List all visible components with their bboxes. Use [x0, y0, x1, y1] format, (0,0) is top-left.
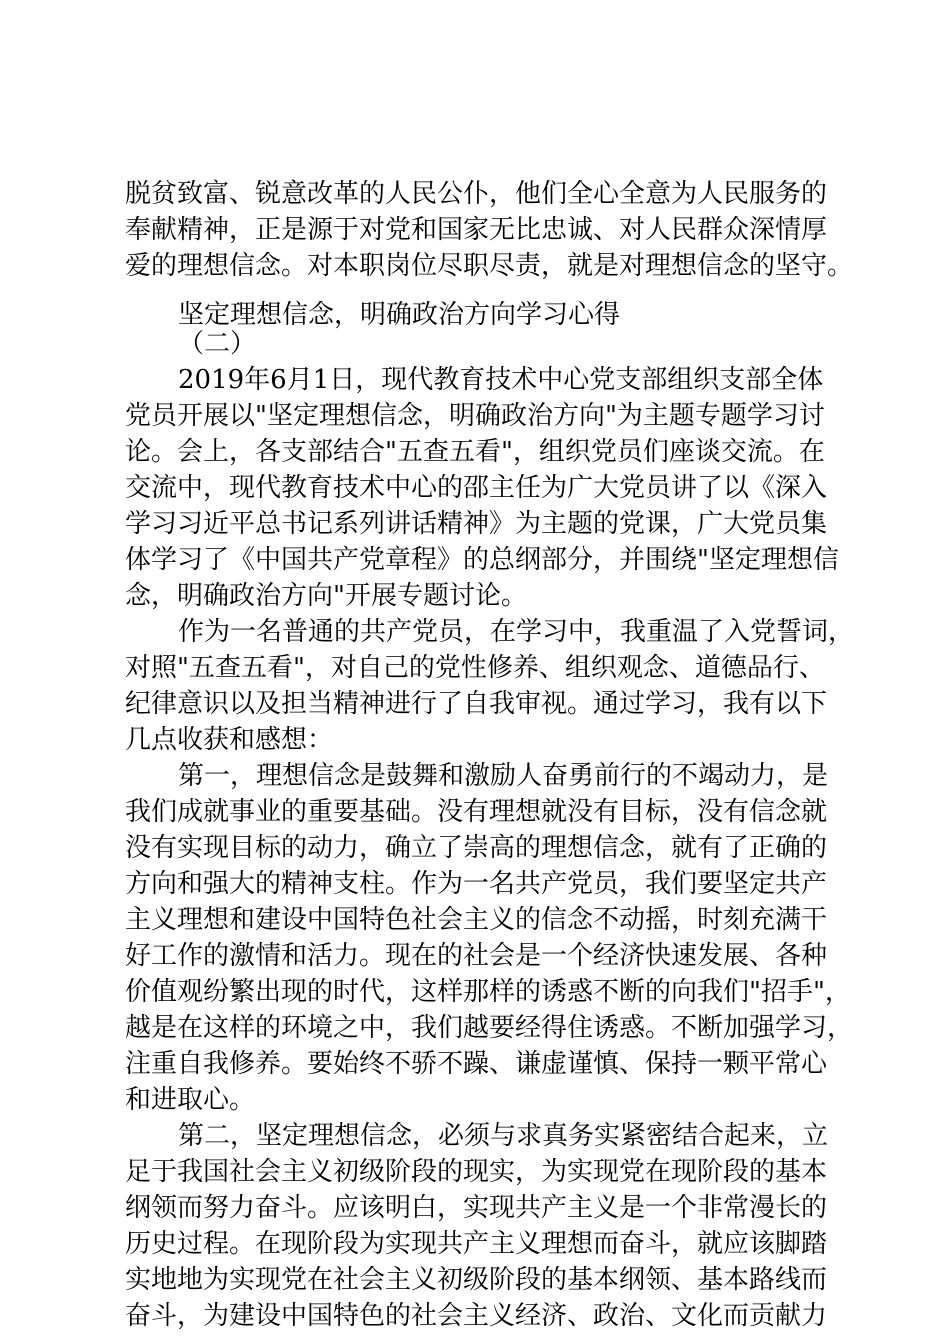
text-line: 爱的理想信念。对本职岗位尽职尽责，就是对理想信念的坚守。 — [125, 251, 854, 281]
text-line: 实地地为实现党在社会主义初级阶段的基本纲领、基本路线而 — [125, 1265, 828, 1295]
text-line: 没有实现目标的动力，确立了崇高的理想信念，就有了正确的 — [125, 833, 828, 863]
text-line: 注重自我修养。要始终不骄不躁、谦虚谨慎、保持一颗平常心 — [125, 1049, 828, 1079]
text-line: 念，明确政治方向"开展专题讨论。 — [125, 581, 527, 611]
text-line: 第一，理想信念是鼓舞和激励人奋勇前行的不竭动力，是 — [178, 761, 829, 791]
text-line: 奉献精神，正是源于对党和国家无比忠诚、对人民群众深情厚 — [125, 215, 828, 245]
text-line: 学习习近平总书记系列讲话精神》为主题的党课，广大党员集 — [125, 509, 828, 539]
section-subheading: （二） — [178, 329, 257, 359]
text-line: 主义理想和建设中国特色社会主义的信念不动摇，时刻充满干 — [125, 905, 828, 935]
text-line: 2019年6月1日，现代教育技术中心党支部组织支部全体 — [178, 365, 824, 395]
text-line: 奋斗，为建设中国特色的社会主义经济、政治、文化而贡献力 — [125, 1301, 828, 1331]
text-line: 论。会上，各支部结合"五查五看"，组织党员们座谈交流。在 — [125, 437, 825, 467]
text-line: 价值观纷繁出现的时代，这样那样的诱惑不断的向我们"招手"， — [125, 977, 851, 1007]
text-line: 和进取心。 — [125, 1085, 256, 1115]
text-line: 交流中，现代教育技术中心的邵主任为广大党员讲了以《深入 — [125, 473, 828, 503]
text-line: 几点收获和感想： — [125, 725, 334, 755]
text-line: 党员开展以"坚定理想信念，明确政治方向"为主题专题学习讨 — [125, 401, 825, 431]
section-heading: 坚定理想信念，明确政治方向学习心得 — [178, 300, 621, 330]
text-line: 作为一名普通的共产党员，在学习中，我重温了入党誓词， — [178, 617, 855, 647]
text-line: 历史过程。在现阶段为实现共产主义理想而奋斗，就应该脚踏 — [125, 1229, 828, 1259]
text-line: 纲领而努力奋斗。应该明白，实现共产主义是一个非常漫长的 — [125, 1193, 828, 1223]
text-line: 对照"五查五看"，对自己的党性修养、组织观念、道德品行、 — [125, 653, 825, 683]
text-line: 方向和强大的精神支柱。作为一名共产党员，我们要坚定共产 — [125, 869, 828, 899]
text-line: 越是在这样的环境之中，我们越要经得住诱惑。不断加强学习， — [125, 1013, 854, 1043]
text-line: 纪律意识以及担当精神进行了自我审视。通过学习，我有以下 — [125, 689, 828, 719]
text-line: 第二，坚定理想信念，必须与求真务实紧密结合起来，立 — [178, 1121, 829, 1151]
text-line: 脱贫致富、锐意改革的人民公仆，他们全心全意为人民服务的 — [125, 179, 828, 209]
text-line: 好工作的激情和活力。现在的社会是一个经济快速发展、各种 — [125, 941, 828, 971]
text-line: 体学习了《中国共产党章程》的总纲部分，并围绕"坚定理想信 — [125, 545, 839, 575]
text-line: 足于我国社会主义初级阶段的现实，为实现党在现阶段的基本 — [125, 1157, 828, 1187]
text-line: 我们成就事业的重要基础。没有理想就没有目标，没有信念就 — [125, 797, 828, 827]
